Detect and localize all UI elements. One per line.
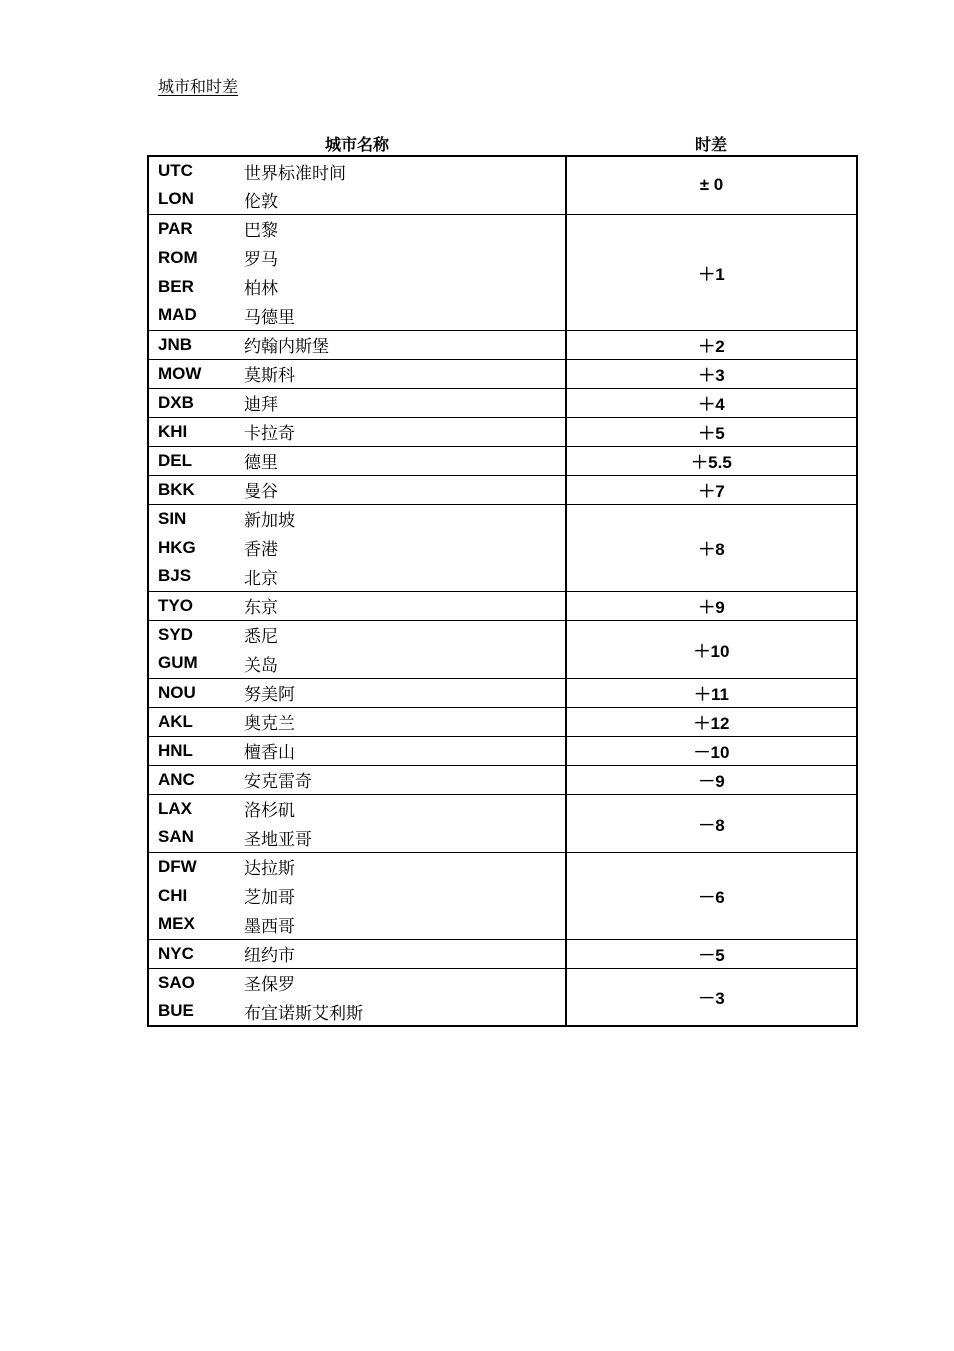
table-row	[148, 620, 857, 649]
timezone-table	[147, 155, 858, 1027]
time-offset: －3	[566, 968, 857, 1026]
time-offset: ＋4	[566, 388, 857, 417]
city-name: 罗马	[244, 250, 278, 270]
city-name: 东京	[244, 598, 278, 618]
city-name: 纽约市	[244, 946, 295, 966]
time-offset: －10	[566, 736, 857, 765]
time-offset: ± 0	[566, 156, 857, 214]
city-code: SIN	[158, 508, 187, 528]
table-row	[148, 475, 857, 504]
city-code: ROM	[158, 247, 198, 267]
table-row	[148, 707, 857, 736]
city-name: 迪拜	[244, 395, 278, 415]
time-offset: ＋3	[566, 359, 857, 388]
time-offset: ＋9	[566, 591, 857, 620]
city-name: 关岛	[244, 655, 278, 676]
city-name: 檀香山	[244, 743, 295, 763]
table-row	[148, 359, 857, 388]
table-row	[148, 504, 857, 533]
city-name: 圣保罗	[244, 975, 295, 996]
table-row	[148, 446, 857, 475]
city-code: BKK	[158, 479, 195, 499]
time-offset: ＋5	[566, 417, 857, 446]
time-difference-header: 时差	[694, 135, 727, 154]
city-code: ANC	[158, 769, 195, 789]
table-row	[148, 388, 857, 417]
city-code: DFW	[158, 856, 197, 876]
city-code: CHI	[158, 885, 188, 905]
timezone-table-body	[148, 156, 857, 1026]
city-code: MEX	[158, 914, 195, 934]
table-row	[148, 968, 857, 997]
city-name: 马德里	[244, 307, 295, 328]
city-code: PAR	[158, 218, 193, 238]
time-offset: ＋11	[566, 678, 857, 707]
city-code: SAN	[158, 827, 194, 847]
city-code: MOW	[158, 363, 202, 383]
city-name: 芝加哥	[244, 888, 295, 908]
city-name-header: 城市名称	[324, 135, 389, 154]
city-name: 努美阿	[244, 685, 295, 705]
table-row	[148, 939, 857, 968]
city-code: BUE	[158, 1001, 194, 1020]
city-code: LON	[158, 189, 194, 209]
city-code: KHI	[158, 421, 188, 441]
time-offset: ＋12	[566, 707, 857, 736]
time-offset: ＋5.5	[566, 446, 857, 475]
city-name: 柏林	[244, 279, 278, 299]
city-code: SAO	[158, 972, 195, 992]
table-row	[148, 736, 857, 765]
city-code: GUM	[158, 653, 198, 673]
time-offset: ＋2	[566, 330, 857, 359]
table-row	[148, 156, 857, 185]
table-row	[148, 591, 857, 620]
city-code: DEL	[158, 450, 192, 470]
document-title: 城市和时差	[158, 77, 239, 96]
city-name: 约翰内斯堡	[244, 337, 329, 357]
time-offset: －6	[566, 852, 857, 939]
city-code: SYD	[158, 624, 193, 644]
city-name: 洛杉矶	[244, 801, 295, 822]
city-code: JNB	[158, 334, 193, 354]
time-offset: －5	[566, 939, 857, 968]
city-name: 安克雷奇	[244, 772, 312, 792]
city-name: 北京	[244, 568, 278, 589]
time-offset: ＋8	[566, 504, 857, 591]
table-row	[148, 794, 857, 823]
city-name: 伦敦	[244, 191, 278, 212]
city-code: DXB	[158, 392, 194, 412]
city-code: HNL	[158, 740, 193, 760]
table-row	[148, 678, 857, 707]
city-name: 曼谷	[244, 482, 278, 502]
table-row	[148, 417, 857, 446]
time-offset: －9	[566, 765, 857, 794]
city-code: NOU	[158, 682, 196, 702]
city-code: BJS	[158, 566, 192, 586]
time-offset: ＋10	[566, 620, 857, 678]
table-row	[148, 765, 857, 794]
table-row	[148, 214, 857, 243]
city-name: 布宜诺斯艾利斯	[244, 1003, 363, 1024]
city-name: 墨西哥	[244, 916, 295, 937]
city-code: BER	[158, 276, 194, 296]
city-name: 新加坡	[244, 511, 295, 532]
city-code: HKG	[158, 537, 196, 557]
city-name: 达拉斯	[244, 859, 295, 880]
table-row	[148, 852, 857, 881]
city-code: AKL	[158, 711, 193, 731]
city-name: 莫斯科	[244, 366, 295, 386]
city-name: 卡拉奇	[244, 424, 295, 444]
city-name: 奥克兰	[244, 714, 295, 734]
city-name: 巴黎	[244, 221, 278, 242]
city-name: 香港	[244, 540, 278, 560]
city-name: 悉尼	[244, 627, 278, 648]
city-code: TYO	[158, 595, 193, 615]
time-offset: ＋7	[566, 475, 857, 504]
city-code: UTC	[158, 161, 193, 180]
city-name: 世界标准时间	[244, 163, 346, 184]
city-name: 圣地亚哥	[244, 829, 312, 850]
city-name: 德里	[244, 453, 278, 473]
city-code: LAX	[158, 798, 192, 818]
time-offset: ＋1	[566, 214, 857, 330]
city-code: NYC	[158, 943, 194, 963]
table-row	[148, 330, 857, 359]
time-offset: －8	[566, 794, 857, 852]
city-code: MAD	[158, 305, 197, 325]
